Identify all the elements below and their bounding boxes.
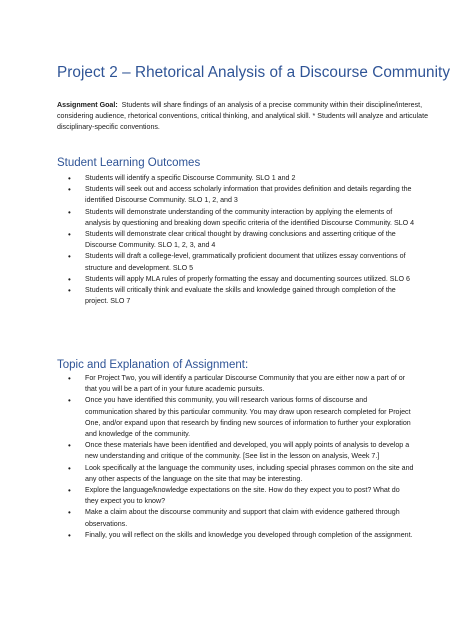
topic-item-text: For Project Two, you will identify a particular Discourse Community that you are either now a part of or that you will be a part of in your future academic pursuits. (85, 374, 406, 394)
bullet-icon: • (68, 185, 71, 195)
topic-item (0, 463, 415, 485)
slo-item (0, 229, 415, 251)
slo-item-text: Students will critically think and evaluate the skills and knowledge gained through completion of the project. SLO 7 (85, 286, 396, 306)
bullet-icon: • (68, 274, 71, 284)
topic-item (0, 395, 415, 440)
bullet-icon: • (68, 374, 71, 383)
topic-item-text: Make a claim about the discourse community and support that claim with evidence gathered through observations. (85, 508, 400, 528)
slo-item-text: Students will identify a specific Discourse Community. SLO 1 and 2 (85, 174, 296, 182)
slo-item-text: Students will draft a college-level, grammatically proficient document that utilizes essay conventions of structure and development. SLO 5 (85, 252, 406, 272)
bullet-icon: • (68, 230, 71, 240)
topic-item (0, 507, 415, 529)
bullet-icon: • (68, 286, 71, 296)
assignment-goal-text: Students will share findings of an analysis of a precise community within their discipline/interest, considering audience, rhetorical conventions, critical thinking, and analytical skill. * Students will analyze and articulate disciplinary-specific conventions. (57, 101, 429, 132)
assignment-goal-label: Assignment Goal: (57, 101, 118, 109)
bullet-icon: • (68, 463, 71, 473)
document-title: Project 2 – Rhetorical Analysis of a Discourse Community (57, 64, 451, 81)
slo-item (0, 173, 415, 184)
bullet-icon: • (68, 508, 71, 518)
bullet-icon: • (68, 252, 71, 262)
slo-heading: Student Learning Outcomes (57, 157, 201, 169)
bullet-icon: • (68, 207, 71, 217)
topic-item-text: Look specifically at the language the community uses, including special phrases common on the site and any other aspects of the language on the site that may be interesting. (85, 463, 414, 483)
topic-item-text: Once you have identified this community, you will research various forms of discourse and communication shared by this particular community. You may draw upon research completed for Project One, and/or expand upon that research by finding new sources of information to further your exploration and knowledge of the community. (85, 396, 411, 439)
slo-item-text: Students will apply MLA rules of properly formatting the essay and documenting sources utilized. SLO 6 (85, 274, 410, 283)
slo-item (0, 184, 415, 206)
slo-item (0, 251, 415, 273)
bullet-icon: • (68, 174, 71, 183)
slo-list (0, 173, 415, 307)
slo-item-text: Students will demonstrate understanding of the community interaction by applying the elements of analysis by questioning and breaking down specific criteria of the identified Discourse Community. SLO 4 (85, 207, 415, 227)
assignment-goal (57, 100, 429, 134)
slo-item (0, 207, 415, 229)
slo-item-text: Students will seek out and access scholarly information that provides definition and details regarding the identified Discourse Community. SLO 1, 2, and 3 (85, 185, 412, 205)
bullet-icon: • (68, 530, 71, 540)
topic-item (0, 530, 415, 541)
topic-item-text: Finally, you will reflect on the skills and knowledge you developed through completion of the assignment. (85, 530, 413, 539)
topic-heading: Topic and Explanation of Assignment: (57, 359, 249, 371)
bullet-icon: • (68, 486, 71, 496)
bullet-icon: • (68, 441, 71, 451)
topic-item (0, 440, 415, 462)
topic-item (0, 485, 415, 507)
topic-item-text: Explore the language/knowledge expectations on the site. How do they expect you to post? What do they expect you to know? (85, 486, 400, 506)
topic-list (0, 373, 415, 541)
slo-item (0, 274, 415, 285)
slo-item (0, 285, 415, 307)
topic-item-text: Once these materials have been identified and developed, you will apply points of analysis to develop a new understanding and critique of the community. [See list in the lesson on analysis, Week 7.] (85, 441, 410, 461)
topic-item (0, 373, 415, 395)
slo-item-text: Students will demonstrate clear critical thought by drawing conclusions and asserting critique of the Discourse Community. SLO 1, 2, 3, and 4 (85, 230, 396, 250)
bullet-icon: • (68, 396, 71, 406)
